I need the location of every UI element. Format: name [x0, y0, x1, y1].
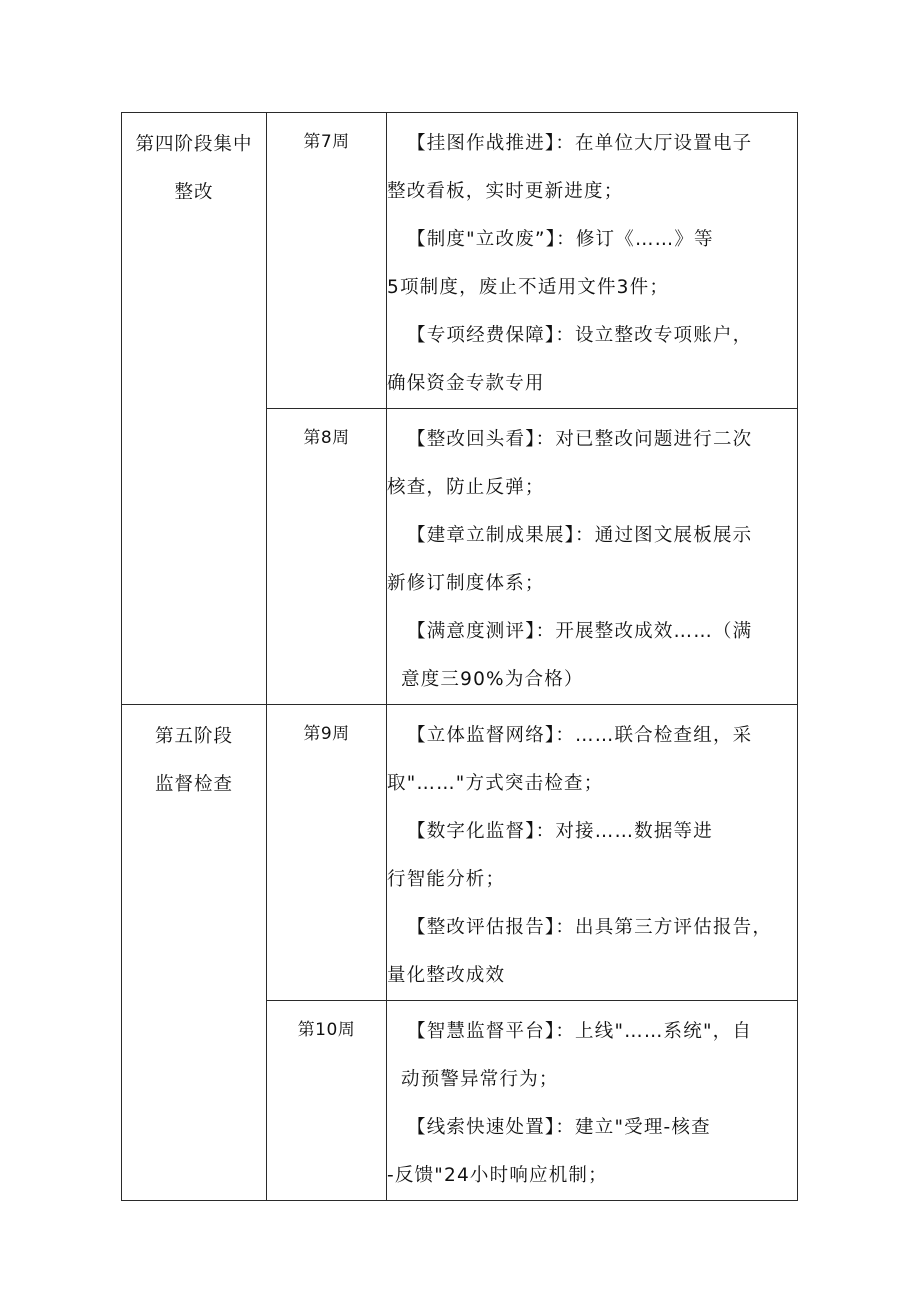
stage5-title-line1: 第五阶段	[154, 726, 233, 747]
content-line: 【数字化监督】：对接……数据等进	[407, 821, 713, 842]
rectification-schedule-table	[121, 112, 798, 1201]
content-line: 动预警异常行为；	[401, 1069, 559, 1090]
content-line: 量化整改成效	[387, 965, 506, 986]
content-cell	[387, 113, 798, 409]
stage5-title-line2: 监督检查	[154, 774, 233, 795]
content-line: 【建章立制成果展】：通过图文展板展示	[407, 525, 753, 546]
table-row	[122, 113, 798, 409]
week-cell: 第9周	[267, 705, 387, 1001]
content-line: 【挂图作战推进】：在单位大厅设置电子	[407, 133, 753, 154]
week-cell: 第8周	[267, 409, 387, 705]
content-line: 核查，防止反弹；	[387, 477, 545, 498]
stage4-title-line2: 整改	[174, 182, 214, 203]
content-cell	[387, 1001, 798, 1201]
content-line: 意度三90%为合格）	[401, 669, 584, 690]
content-line: 整改看板，实时更新进度；	[387, 181, 624, 202]
content-line: 新修订制度体系；	[387, 573, 545, 594]
content-line: 【专项经费保障】：设立整改专项账户，	[407, 325, 753, 346]
content-line: 【整改评估报告】：出具第三方评估报告，	[407, 917, 773, 938]
content-cell	[387, 705, 798, 1001]
content-line: 确保资金专款专用	[387, 373, 545, 394]
content-cell	[387, 409, 798, 705]
stage-cell-stage4	[122, 113, 267, 705]
content-line: 【立体监督网络】：……联合检查组，采	[407, 725, 753, 746]
stage4-title-line1: 第四阶段集中	[135, 134, 253, 155]
content-line: 行智能分析；	[387, 869, 506, 890]
content-line: -反馈"24小时响应机制；	[387, 1165, 608, 1186]
content-line: 【智慧监督平台】：上线"……系统"，自	[407, 1021, 753, 1042]
week-cell: 第7周	[267, 113, 387, 409]
content-line: 【制度"立改废”】：修订《……》等	[407, 229, 714, 250]
content-line: 【线索快速处置】：建立"受理-核查	[407, 1117, 711, 1138]
content-line: 【满意度测评】：开展整改成效……（满	[407, 621, 753, 642]
content-line: 取"……"方式突击检查；	[387, 773, 604, 794]
stage-cell-stage5	[122, 705, 267, 1201]
week-cell: 第10周	[267, 1001, 387, 1201]
table-row	[122, 705, 798, 1001]
content-line: 5项制度，废止不适用文件3件；	[387, 277, 670, 298]
content-line: 【整改回头看】：对已整改问题进行二次	[407, 429, 753, 450]
